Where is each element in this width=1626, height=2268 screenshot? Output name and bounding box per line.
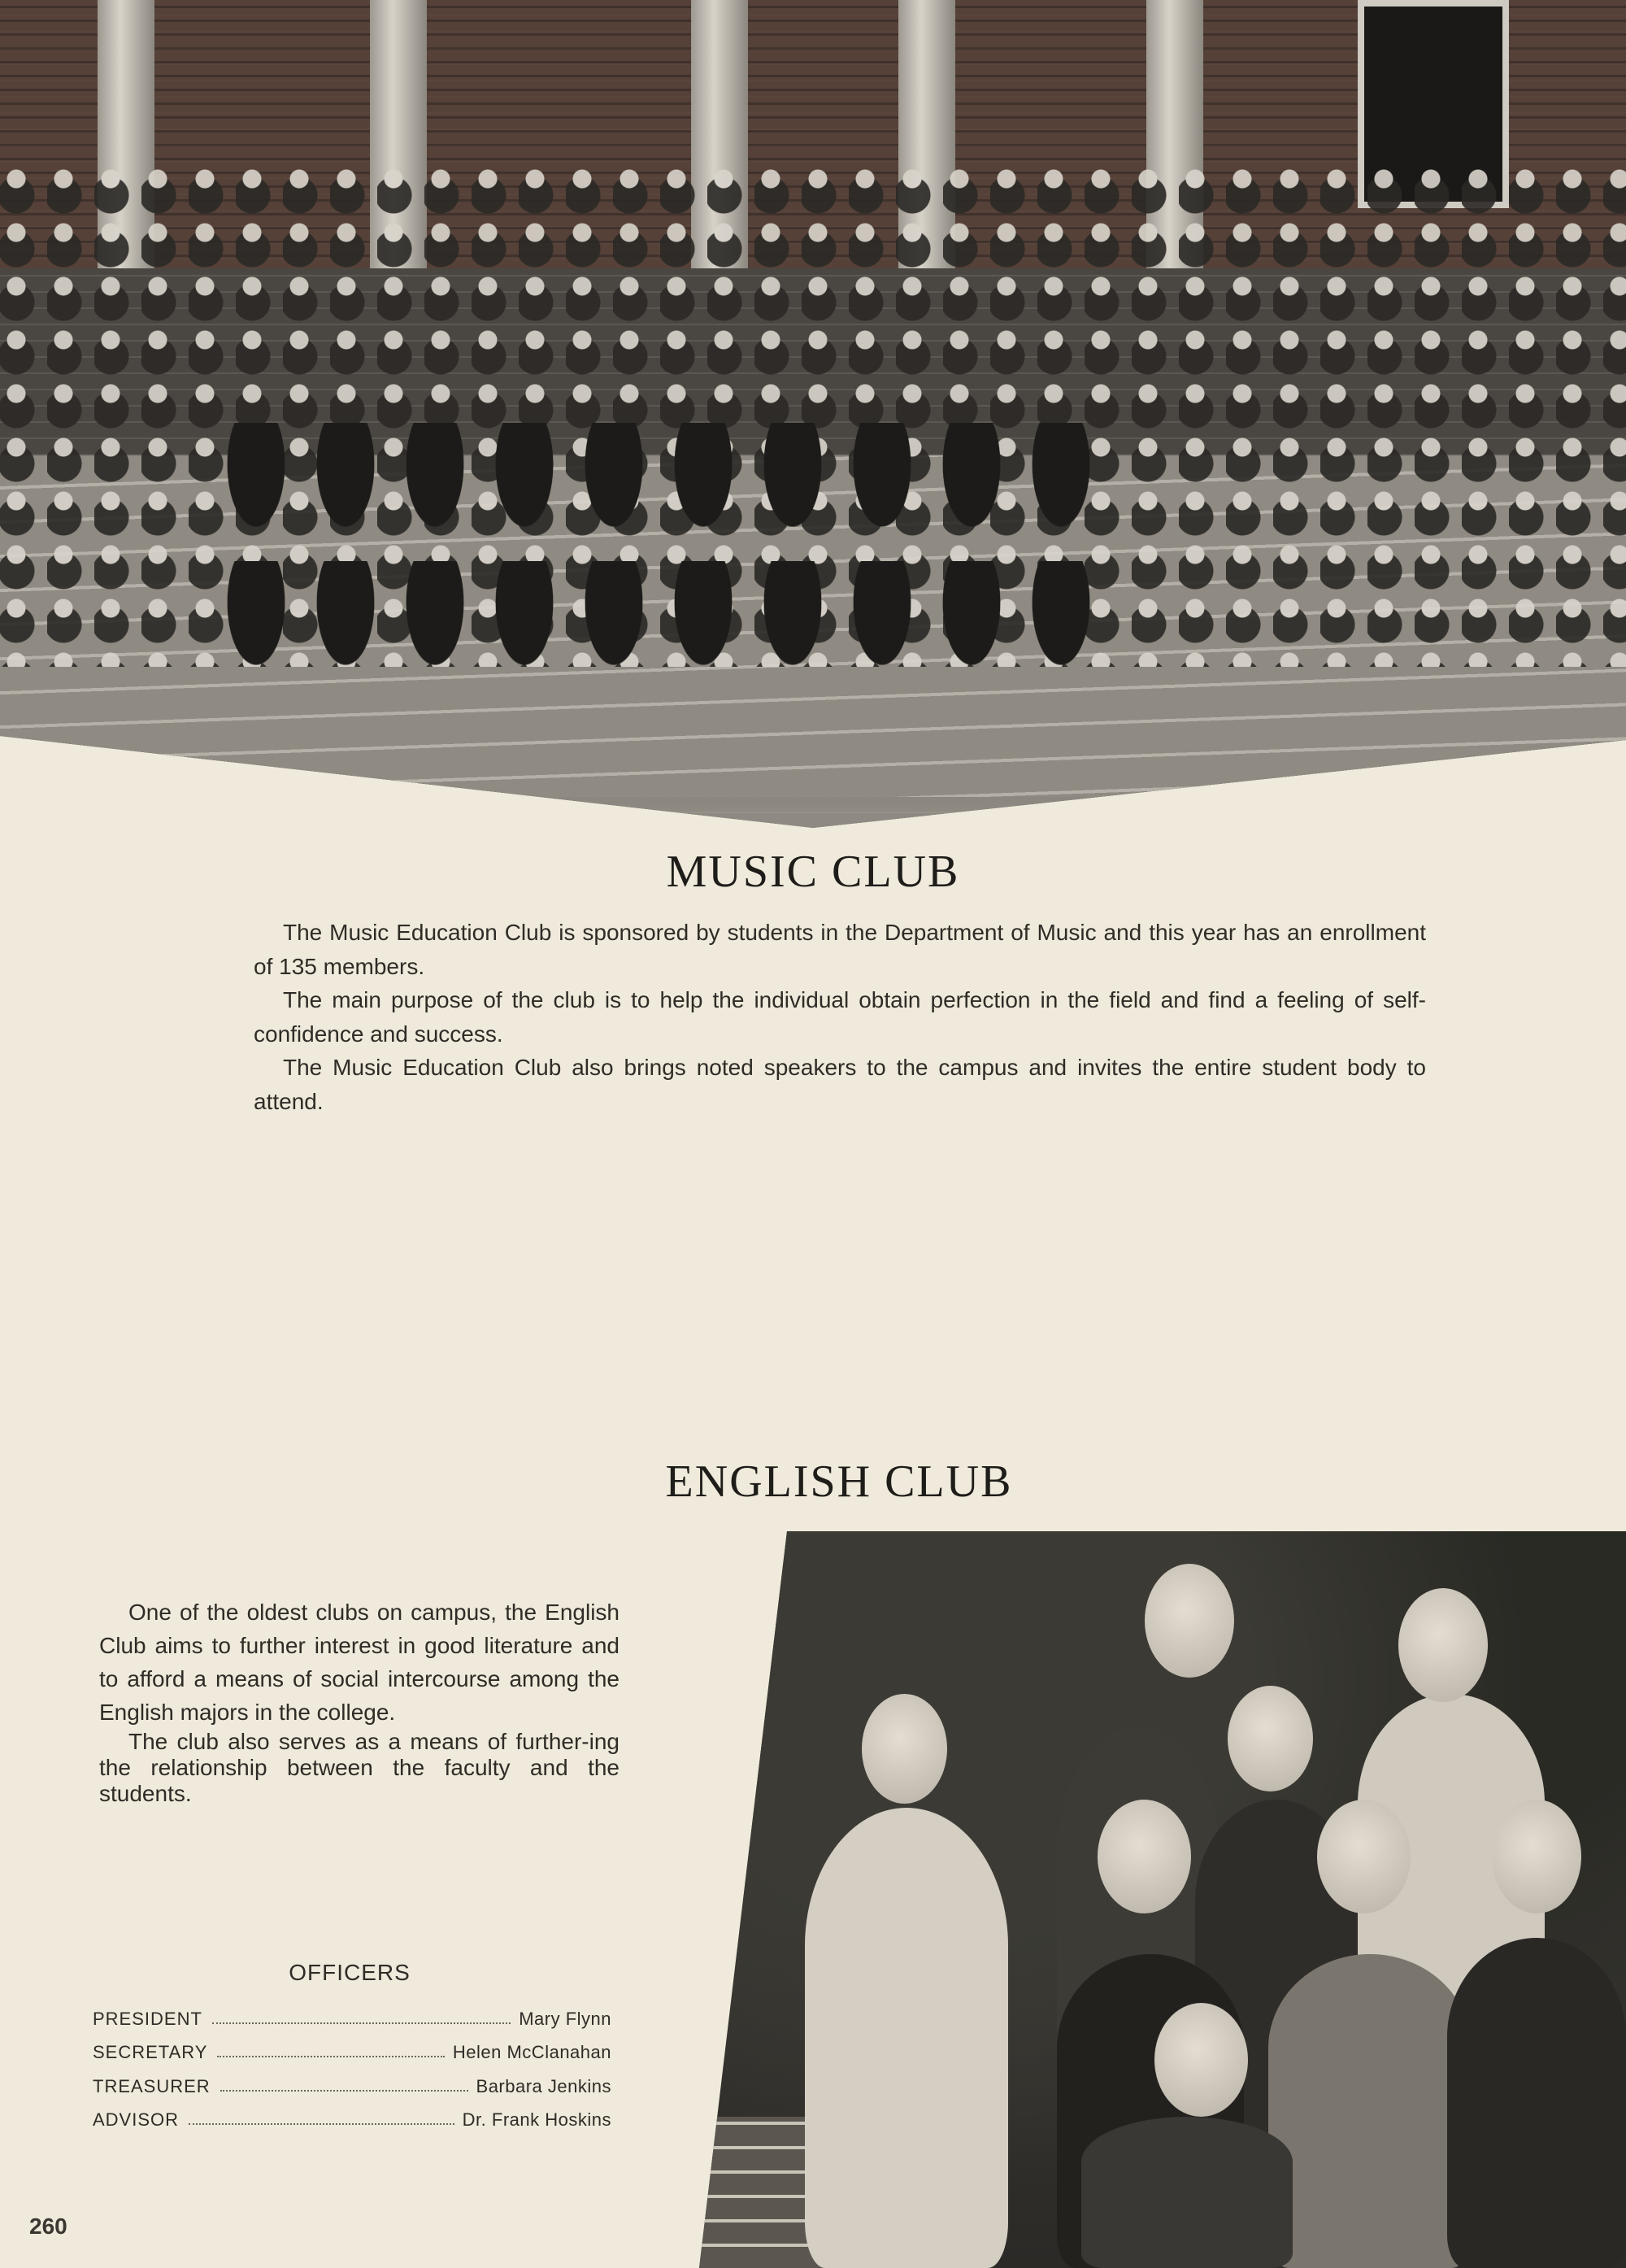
leader-dots xyxy=(212,2022,511,2024)
music-club-paragraph: The main purpose of the club is to help the individual obtain perfection in the field and find a feeling of self-confidence and success. xyxy=(254,987,1426,1047)
page-number: 260 xyxy=(29,2214,67,2239)
music-club-title: MUSIC CLUB xyxy=(666,847,960,897)
english-club-paragraph: One of the oldest clubs on campus, the English Club aims to further interest in good literature and to afford a means of social intercourse among the English majors in the college. xyxy=(99,1600,620,1725)
leader-dots xyxy=(217,2056,444,2057)
officer-role: PRESIDENT xyxy=(93,2009,202,2029)
photo-face xyxy=(1317,1800,1411,1913)
music-club-description xyxy=(254,916,1426,1118)
music-club-paragraph: The Music Education Club is sponsored by students in the Department of Music and this year has an enrollment of 135 members. xyxy=(254,920,1426,979)
officer-role: ADVISOR xyxy=(93,2109,180,2130)
photo-face xyxy=(1145,1564,1234,1678)
photo-face xyxy=(1228,1686,1313,1791)
photo-person xyxy=(1447,1938,1626,2268)
leader-dots xyxy=(220,2090,468,2092)
music-club-group-photo xyxy=(0,0,1626,834)
english-club-description xyxy=(99,1595,620,1807)
photo-face xyxy=(1398,1588,1488,1702)
photo-face xyxy=(862,1694,947,1804)
officer-name: Dr. Frank Hoskins xyxy=(462,2109,611,2130)
english-club-paragraph: The club also serves as a means of further-ing the relationship between the faculty and the students. xyxy=(99,1729,620,1806)
photo-person xyxy=(805,1808,1008,2268)
photo-person xyxy=(1081,2117,1293,2268)
officer-row-secretary xyxy=(93,2039,611,2063)
officer-row-president xyxy=(93,2005,611,2030)
english-club-group-photo xyxy=(699,1531,1626,2268)
photo-front-row xyxy=(211,423,1106,699)
photo-face xyxy=(1492,1800,1581,1913)
music-club-paragraph: The Music Education Club also brings noted speakers to the campus and invites the entire student body to attend. xyxy=(254,1055,1426,1114)
officer-name: Mary Flynn xyxy=(519,2009,611,2029)
english-club-title: ENGLISH CLUB xyxy=(665,1456,1013,1507)
officer-name: Helen McClanahan xyxy=(452,2042,611,2062)
photo-face xyxy=(1154,2003,1248,2117)
officers-heading: OFFICERS xyxy=(289,1960,411,1985)
officer-role: TREASURER xyxy=(93,2076,211,2096)
photo-person xyxy=(1268,1954,1472,2268)
officer-row-advisor xyxy=(93,2106,611,2131)
officer-role: SECRETARY xyxy=(93,2042,208,2062)
officer-name: Barbara Jenkins xyxy=(476,2076,611,2096)
officer-row-treasurer xyxy=(93,2073,611,2097)
photo-face xyxy=(1098,1800,1191,1913)
leader-dots xyxy=(189,2123,454,2125)
